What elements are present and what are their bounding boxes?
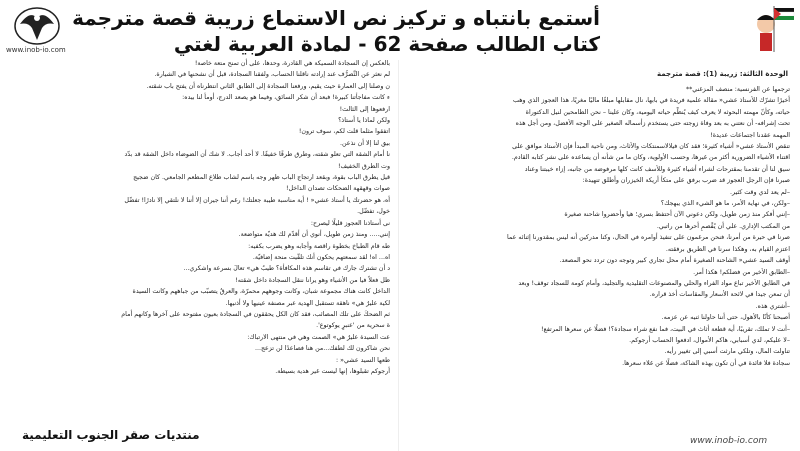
text-line: تنقص الأستاذ عشي« أشياء كثيرة؛ فقد كان فيلالاسمنتكات والأثاث، ومن ناحية المبدأ فإن الأستاذ موافق على (512, 143, 790, 151)
site-url-small: www.inob-io.com (6, 46, 66, 54)
text-line: سيق لنا أن تقدمنا بمقترحات لشراء أشياء كثيرة وللأسف كانت كلها مرفوضة من جانبه، إزاء خيبتنا وعناد (524, 165, 790, 173)
text-line: اه... اه! لقد سمعتهم يحكون أنك تلقّيت منحة إضافيّة. (252, 253, 390, 261)
text-line: لكية عليرٌ هي» ناهقة تستقبل الهدية عبر مصنفة عينيها ولا أذنيها. (225, 299, 390, 307)
text-line: اتفقوا مثلما قلت لكم، سوف ترون! (298, 128, 390, 136)
text-line: المهمة عقدنا اجتماعات عديدة! (710, 131, 790, 139)
forum-watermark: منتديات صقر الجنوب التعليمية (22, 428, 200, 442)
palestine-flag-icon (752, 2, 796, 58)
text-line: حياته، وكأنّ مهمته البحوثه لا يعرف كيف يُنظِّم حياته اليومية، وكان علينا – نحن الطامحين لنيل الدكتوراة (525, 108, 790, 116)
text-line: –أشتري هذه. (755, 302, 790, 310)
page-header (0, 0, 800, 60)
text-line: صرنا في حيرة من أمرنا، فنحن مرغمون على تنفيذ أوامره في الحال، وكنا مدركين أنه ليس بمقدورنا إثنائه عما (507, 234, 790, 242)
text-line: قيل يطرق الباب بقوة، وبقعد ارتجاج الباب ظهر وجه باسم لشاب طلاع المطعم الجامعي. كان ضجيج (133, 174, 390, 182)
text-line: خول، تفضّل. (357, 208, 390, 216)
page-title-line1: أستمع بانتباه و تركيز نص الاستماع زريبة قصة مترجمة (72, 6, 600, 30)
right-text-block (400, 84, 796, 369)
left-document-page (4, 58, 396, 451)
text-line: وت الطرق الخفيف! (337, 162, 390, 170)
text-line: اعتزم القيام به، وهكذا سرنا في الطريق برفقته. (665, 245, 790, 253)
text-line: –الطابق الأخير من فضلكم! هكذا أمر. (693, 268, 790, 276)
text-line: من المكتب الإداري. علي أن يُقْصمِ أحرها من راتبي. (656, 222, 790, 230)
text-line: لم نعثر عن التَّصرُّف عند إرادته ناقلنا الحساب، ولفقنا السجادة، قبل أن نشحنها في الشيارة. (154, 71, 390, 79)
column-divider (398, 60, 399, 451)
text-line: الداخل كانت هناك مجموعة شبان، وكانت وجوههم محمرّة، والعرقُ يتصبّب من جباههم وكانت السيدة (132, 288, 390, 296)
text-line: في الطابق الأخير تباع مواد الفراء والحلي والمصنوعات التقليدية والتجليد، وأمام كومة للسجاد توقف! وبعد (518, 279, 790, 287)
text-line: صوات وقهقهة الضحكات تصدان الداخل! (285, 185, 390, 193)
text-line: تحت إشرافه- أن نعتني به بعد وفاة زوجته حتى يستخدم زأسماله الصغير على الوجه الأفضل، ومن أجل هذه (515, 120, 790, 128)
text-line: ن وصلنا إلى العمارة حيث يقيم، ورفعنا السجادة إلى الطابق الثاني انتظرناه أن يفتح باب شقته. (146, 82, 390, 90)
text-line: اقتناء الأشياء الضرورية أكثر من غيرها، وحسب الأولوية، وكان ما من شأنه أن يساعده على نشر كتابه القادم. (511, 154, 790, 162)
text-line: ة سحرية من 'عنبرٍ يوكوتوع'. (316, 322, 390, 330)
right-document-page (400, 58, 796, 451)
text-line: ولكن لماذا يا أستاذ؟ (338, 117, 390, 125)
text-line: –لم يعد لدي وقت كثير. (729, 188, 790, 196)
text-line: عت السيدة عليرٌ هي» الصمت وهي في منتهى الارتباك: (247, 333, 390, 341)
text-line: –أنت لا تملك، تقريبًا، أية قطعة أثاث في البيت، فما نفع شراء سجادة؟! فضلًا عن سعرها المرتفع! (541, 325, 790, 333)
text-line: أرجوكم تقبلوها، إنها ليست غير هدية بسيطة. (275, 367, 390, 375)
text-line: –لا عليكم، لدي أسبابي، هاكم الأموال، ادفعوا الحساب أرجوكم. (629, 336, 790, 344)
text-line: نحن شاكرون لك لطفك...من هنا فصاعدًا لن تزعج... (254, 345, 390, 353)
page-title-line2: كتاب الطالب صفحة 62 - لمادة العربية لغتي (173, 32, 600, 56)
text-line: صبرنا فإن الرجل العجوز قد ضرب برفق على متكأ أريكة الخيزران وأطلق تنهيدة: (582, 177, 790, 185)
site-url-watermark: www.inob-io.com (690, 436, 768, 446)
text-line: بالعكس إن السجادة السميكة هي القادرة، وحدها، على أن تمنح متعة خاصة! (194, 60, 390, 67)
text-line: أن تمعن جيدا في لائحة الأسعار والمقاسات أخذ قراره. (649, 291, 790, 299)
text-line: بيق لنا إلا أن نذعن. (340, 139, 390, 147)
text-line: تناولت المال، وتلكي مارثت أسبي إلى تغيير رأيه. (664, 348, 790, 356)
text-line: ارفعوها إلى الثالث! (339, 105, 390, 113)
text-line: نا أمام الشقة التي تعلو شقته، وطرق طرقًا خفيفًا. لا أحد أجاب. لا شك أن الضوضاء داخل الشقة قد بدّد (124, 151, 390, 159)
text-line: –ولكن، في نهاية الأمر، ما هو الشيء الذي يبهجك؟ (660, 200, 790, 208)
unit-heading: الوحدة الثالثة: زريبة (1): قصة مترجمة (657, 70, 788, 78)
text-line: أوقف السيد عشي« الشاحنة الصغيرة أمام محل تجاري كبير وتوجه دون تردد نحو المصعد. (559, 257, 790, 265)
text-line: ء كانت مفاجأتنا كبيرة! فبعد أن شكر السائق، وفيما هو يصعد الدرج، أومأ لنا بيده: (182, 94, 390, 102)
text-line: أخيرًا تشرّك للأستاذ عشي« مقالة علمية فريدة في بابها، نال مقابلها مبلغًا ماليًا مغريًا، هذا العجوز الذي وهب (513, 97, 790, 105)
text-line: ظل فعلاً فيا من الأشياء وهو يرانا ننقل السجادة داخل شقته! (235, 276, 390, 284)
text-line: ترجمها عن الفرنسية: منصف المزغني** (685, 86, 790, 93)
text-line: سجادة فلا فائدة في أن تكون بهذه الشاكة، فضلًا عن غلاء سعرها. (622, 359, 790, 367)
text-line: د أن تشترك جارك في تقاسم هذه المكافأة؟ طيبٌ هي» تعالَ بسرعة واشكري... (183, 265, 390, 273)
text-line: إنني..... ومنذ زمن طويل، أنوي أن أقدّم لك هديّة متواضعة. (238, 231, 390, 239)
left-text-block (4, 58, 396, 377)
text-line: ثم الضحكَ على تلك المصائب، فقد كان الكل يحققون في السجادة بعيون مفتوحة على آخرها وكانهم أمام (121, 310, 390, 318)
text-line: –إنني أفكر منذ زمن طويل، ولكن دعوني الآن أحتفظ بسري؛ هيا وأحضروا شاحنة صغيرة (564, 211, 790, 219)
text-line: طه قام الطباخ بخطوة راقصة وأجابه وهو يضرب بكفيه: (248, 242, 390, 250)
text-line: طعها السيد عشي« : (336, 356, 390, 364)
text-line: أه، هو حضرتك يا أستاذ عشي« ! أية مناسبة طيبة جعلتك! رغم أننا جيران إلا أننا لا نلتقي إلا نادرًا! تفضّل (124, 196, 390, 204)
text-line: نى أستاذنا العجوز قليلًا ليصرح: (310, 219, 390, 227)
text-line: أصبحنا كأنّا بالأهول، حتى أننا حاولنا ثنيه عن عزمه. (661, 314, 790, 322)
